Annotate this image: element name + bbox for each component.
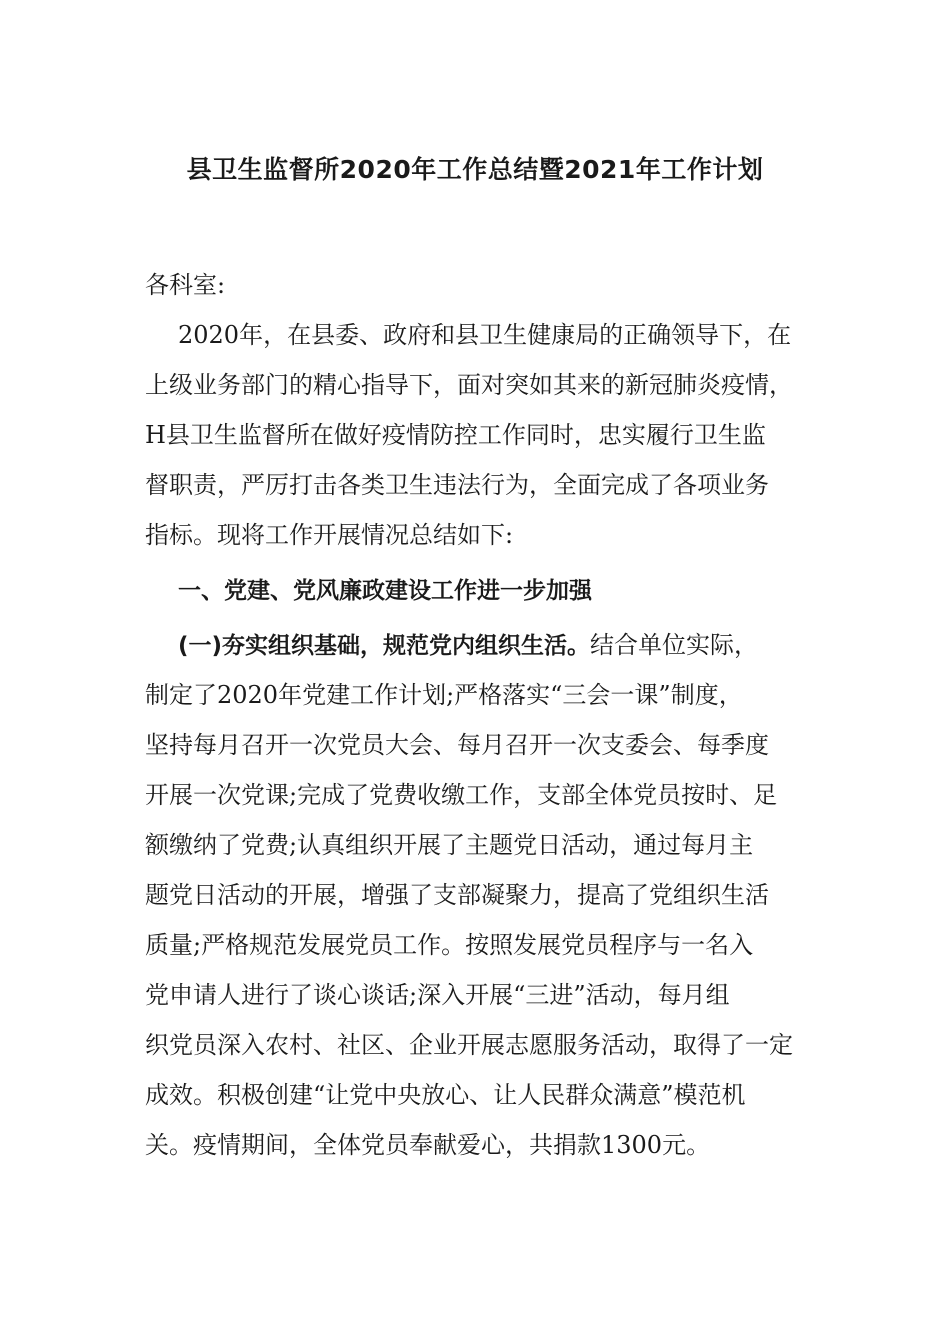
intro-line: 上级业务部门的精心指导下，面对突如其来的新冠肺炎疫情， [145,371,793,399]
intro-line: H县卫生监督所在做好疫情防控工作同时，忠实履行卫生监 [145,421,766,449]
paragraph-line: 坚持每月召开一次党员大会、每月召开一次支委会、每季度 [145,731,769,759]
paragraph-line: 关。疫情期间，全体党员奉献爱心，共捐款1300元。 [145,1131,711,1159]
paragraph-line: 党申请人进行了谈心谈话;深入开展“三进”活动，每月组 [145,981,730,1009]
subsection-1-lead-text: 结合单位实际， [590,631,759,659]
subsection-1-heading: (一)夯实组织基础，规范党内组织生活。 [178,633,591,659]
subsection-1-lead-line [145,620,810,670]
paragraph-line: 织党员深入农村、社区、企业开展志愿服务活动，取得了一定 [145,1031,793,1059]
intro-line: 指标。现将工作开展情况总结如下: [145,521,514,549]
intro-line: 2020年，在县委、政府和县卫生健康局的正确领导下，在 [178,321,792,349]
salutation: 各科室: [145,271,226,299]
section-1-heading: 一、党建、党风廉政建设工作进一步加强 [178,578,592,604]
paragraph-line: 开展一次党课;完成了党费收缴工作，支部全体党员按时、足 [145,781,778,809]
paragraph-line: 质量;严格规范发展党员工作。按照发展党员程序与一名入 [145,931,754,959]
paragraph-line: 成效。积极创建“让党中央放心、让人民群众满意”模范机 [145,1081,746,1109]
intro-paragraph [145,310,810,560]
paragraph-line: 题党日活动的开展，增强了支部凝聚力，提高了党组织生活 [145,881,769,909]
section-heading [145,566,810,616]
intro-line: 督职责，严厉打击各类卫生违法行为，全面完成了各项业务 [145,471,769,499]
paragraph-line: 额缴纳了党费;认真组织开展了主题党日活动，通过每月主 [145,831,754,859]
subsection-1-paragraph [145,620,810,1170]
document-title: 县卫生监督所2020年工作总结暨2021年工作计划 [186,155,764,184]
paragraph-line: 制定了2020年党建工作计划;严格落实“三会一课”制度， [145,681,743,709]
